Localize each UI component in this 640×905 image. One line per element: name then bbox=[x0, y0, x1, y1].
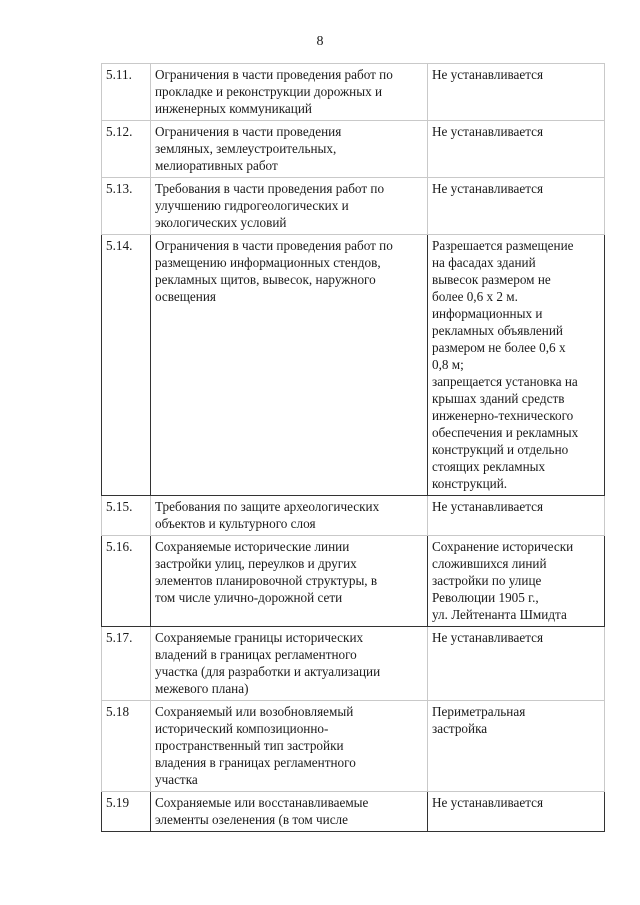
row-description: Требования в части проведения работ по улучшению гидрогеологических и экологических условий bbox=[155, 181, 385, 230]
table-row bbox=[102, 235, 605, 496]
row-value: Сохранение исторически сложившихся линий застройки по улице Революции 1905 г., ул. Лейтенанта Шмидта bbox=[432, 539, 574, 622]
row-value: Не устанавливается bbox=[432, 630, 544, 645]
page-number: 8 bbox=[316, 34, 324, 49]
table-row bbox=[102, 64, 605, 121]
row-number: 5.14. bbox=[102, 235, 151, 496]
row-description: Сохраняемые или восстанавливаемые элементы озеленения (в том числе bbox=[155, 795, 369, 827]
row-value: Разрешается размещение на фасадах зданий вывесок размером не более 0,6 х 2 м. информационных и рекламных объявлений размером не более 0,6 х 0,8 м; запрещается установка на крышах зданий средств инженерно-технического обеспечения и рекламных конструкций и отдельно стоящих рекламных конструкций. bbox=[432, 238, 579, 491]
row-number: 5.13. bbox=[102, 178, 151, 235]
row-number: 5.16. bbox=[102, 536, 151, 627]
row-number: 5.15. bbox=[102, 496, 151, 536]
table-row bbox=[102, 792, 605, 832]
table-row bbox=[102, 701, 605, 792]
row-value: Не устанавливается bbox=[432, 795, 544, 810]
row-number: 5.19 bbox=[102, 792, 151, 832]
row-number: 5.18 bbox=[102, 701, 151, 792]
row-number: 5.11. bbox=[102, 64, 151, 121]
row-description: Ограничения в части проведения земляных, землеустроительных, мелиоративных работ bbox=[155, 124, 342, 173]
table-row bbox=[102, 536, 605, 627]
row-value: Не устанавливается bbox=[432, 67, 544, 82]
table-row bbox=[102, 627, 605, 701]
regulations-table bbox=[101, 63, 605, 832]
row-description: Ограничения в части проведения работ по прокладке и реконструкции дорожных и инженерных коммуникаций bbox=[155, 67, 393, 116]
row-description: Требования по защите археологических объектов и культурного слоя bbox=[155, 499, 380, 531]
row-value: Периметральная застройка bbox=[432, 704, 526, 736]
table-row bbox=[102, 178, 605, 235]
row-value: Не устанавливается bbox=[432, 124, 544, 139]
row-description: Сохраняемые исторические линии застройки улиц, переулков и других элементов планировочной структуры, в том числе улично-дорожной сети bbox=[155, 539, 378, 605]
row-description: Ограничения в части проведения работ по размещению информационных стендов, рекламных щитов, вывесок, наружного освещения bbox=[155, 238, 393, 304]
row-description: Сохраняемые границы исторических владений в границах регламентного участка (для разработки и актуализации межевого плана) bbox=[155, 630, 381, 696]
table-row bbox=[102, 496, 605, 536]
table-row bbox=[102, 121, 605, 178]
row-value: Не устанавливается bbox=[432, 181, 544, 196]
row-description: Сохраняемый или возобновляемый исторический композиционно- пространственный тип застройки владения в границах регламентного участка bbox=[155, 704, 356, 787]
row-number: 5.12. bbox=[102, 121, 151, 178]
row-number: 5.17. bbox=[102, 627, 151, 701]
row-value: Не устанавливается bbox=[432, 499, 544, 514]
